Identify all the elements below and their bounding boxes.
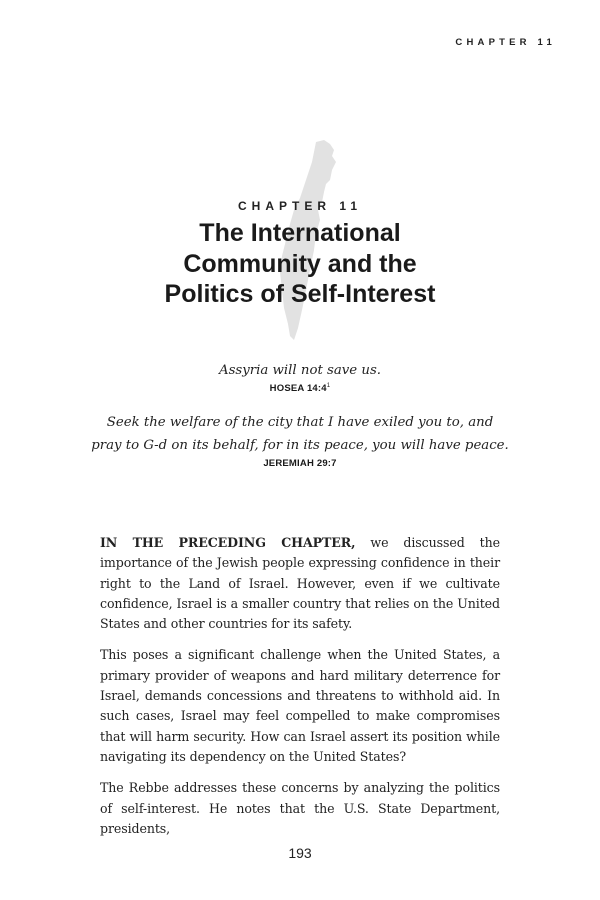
epigraph-quote xyxy=(60,411,540,457)
lead-in: IN THE PRECEDING CHAPTER, xyxy=(100,535,356,550)
body-text xyxy=(100,533,500,850)
paragraph-text: we discussed the importance of the Jewish people expressing confidence in their right to the Land of Israel. However, even if we cultivate confidence, Israel is a smaller country that relies on the United States and other countries for its safety. xyxy=(100,535,500,632)
epigraph-source: JEREMIAH 29:7 xyxy=(263,458,337,469)
epigraph-source-text: HOSEA 14:4 xyxy=(269,383,327,395)
epigraph xyxy=(60,359,540,394)
epigraph-quote-line: pray to G-d on its behalf, for in its peace, you will have peace. xyxy=(91,438,509,453)
footnote-marker[interactable]: 1 xyxy=(326,383,331,389)
paragraph xyxy=(100,533,500,634)
chapter-title-line: Politics of Self-Interest xyxy=(164,280,436,308)
page-number: 193 xyxy=(288,845,312,861)
chapter-label: CHAPTER 11 xyxy=(237,199,363,213)
chapter-title-line: Community and the xyxy=(183,249,417,278)
paragraph: The Rebbe addresses these concerns by analyzing the politics of self-interest. He notes that the U.S. State Department, presidents, xyxy=(100,780,500,836)
epigraph-source xyxy=(60,383,540,394)
running-head: CHAPTER 11 xyxy=(455,37,556,48)
paragraph: This poses a significant challenge when the United States, a primary provider of weapons and hard military deterrence for Israel, demands concessions and threatens to withhold aid. In such cases, Israel may feel compelled to make compromises that will harm security. How can Israel assert its position while navigating its dependency on the United States? xyxy=(100,647,500,764)
epigraph-quote: Assyria will not save us. xyxy=(218,363,381,378)
epigraph xyxy=(60,411,540,469)
chapter-title-line: The International xyxy=(199,219,401,247)
epigraph-quote-line: Seek the welfare of the city that I have exiled you to, and xyxy=(106,415,494,430)
chapter-title xyxy=(0,218,600,310)
